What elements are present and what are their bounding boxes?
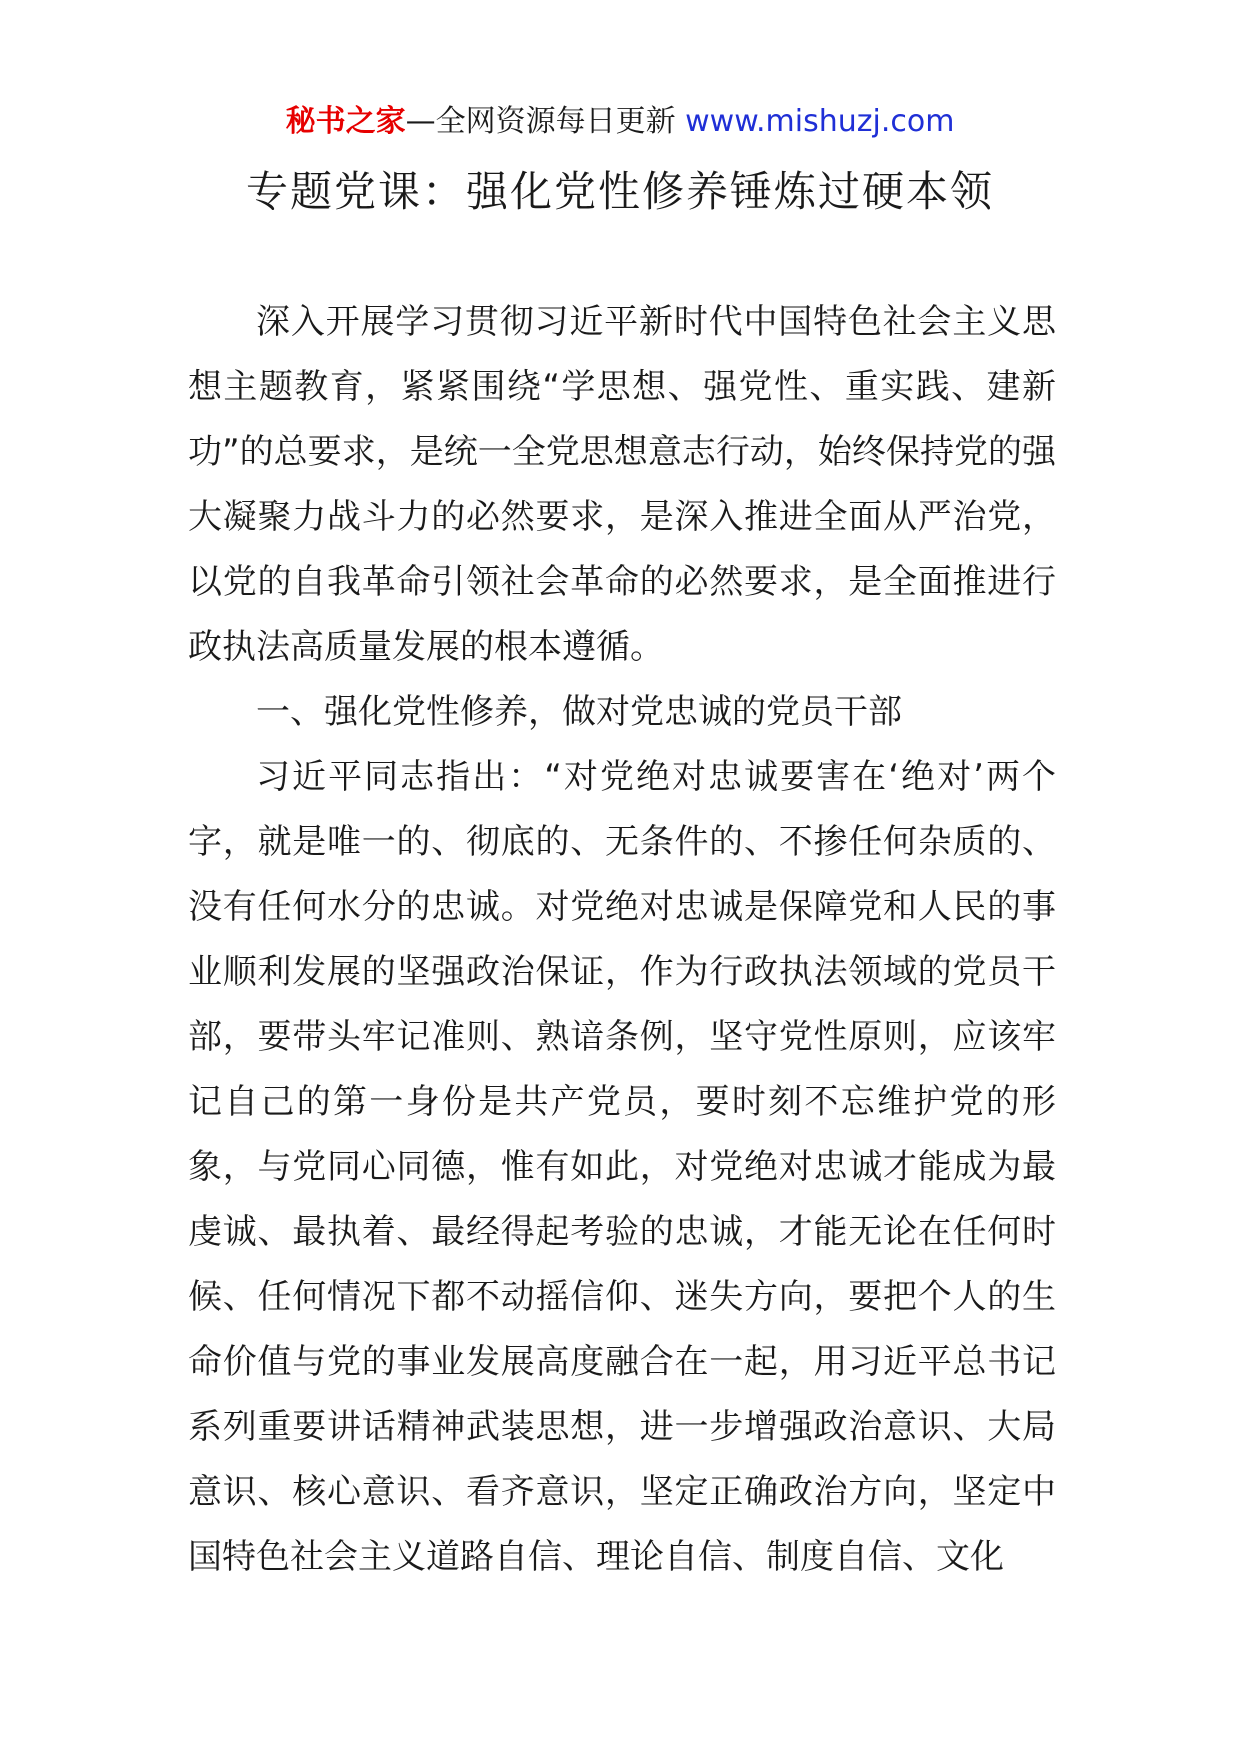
document-title: 专题党课：强化党性修养锤炼过硬本领 [245,167,994,216]
banner-slogan: —全网资源每日更新 [405,104,686,139]
brand-name: 秘书之家 [285,104,406,139]
section-heading: 一、强化党性修养，做对党忠诚的党员干部 [256,692,902,732]
site-url-link[interactable]: www.mishuzj.com [685,104,955,139]
intro-paragraph: 深入开展学习贯彻习近平新时代中国特色社会主义思想主题教育，紧紧围绕“学思想、强党性、重实践、建新功”的总要求，是统一全党思想意志行动，始终保持党的强大凝聚力战斗力的必然要求，是深入推进全面从严治党，以党的自我革命引领社会革命的必然要求，是全面推进行政执法高质量发展的根本遵循。 [188,302,1056,667]
body-paragraph: 习近平同志指出：“对党绝对忠诚要害在‘绝对’两个字，就是唯一的、彻底的、无条件的、不掺任何杂质的、没有任何水分的忠诚。对党绝对忠诚是保障党和人民的事业顺利发展的坚强政治保证，作为行政执法领域的党员干部，要带头牢记准则、熟谙条例，坚守党性原则，应该牢记自己的第一身份是共产党员，要时刻不忘维护党的形象，与党同心同德，惟有如此，对党绝对忠诚才能成为最虔诚、最执着、最经得起考验的忠诚，才能无论在任何时候、任何情况下都不动摇信仰、迷失方向，要把个人的生命价值与党的事业发展高度融合在一起，用习近平总书记系列重要讲话精神武装思想，进一步增强政治意识、大局意识、核心意识、看齐意识，坚定正确政治方向，坚定中国特色社会主义道路自信、理论自信、制度自信、文化 [188,757,1056,1577]
document-body [188,290,1056,1590]
site-banner [0,100,1240,144]
